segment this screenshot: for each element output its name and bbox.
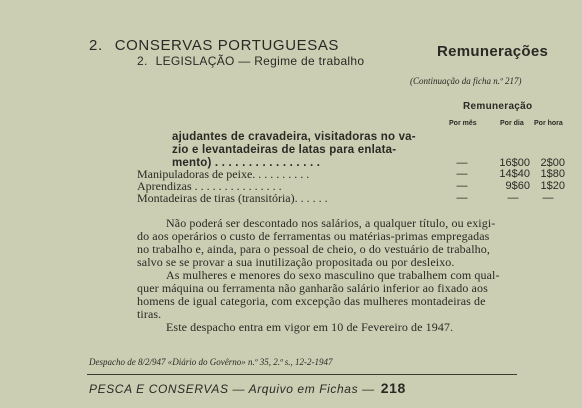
paragraph-line: Este despacho entra em vigor em 10 de Fevereiro de 1947. (166, 320, 454, 334)
subsection-title-text: LEGISLAÇÃO — Regime de trabalho (155, 54, 365, 68)
cell-por-hora: 1$20 (540, 180, 565, 192)
continued-line: zio e levantadeiras de latas para enlata- (172, 144, 397, 156)
cell-por-mes: — (456, 157, 468, 169)
paragraph-line: salvo se se provar a sua inutilização propositada ou por desleixo. (137, 255, 455, 269)
column-header-por-hora: Por hora (534, 120, 563, 127)
cell-por-mes: — (456, 192, 468, 204)
paragraph-line: quer máquina ou ferramenta não ganharão salário inferior ao fixado aos (137, 281, 488, 295)
cell-por-mes: — (456, 180, 468, 192)
paragraph-line: Não poderá ser descontado nos salários, a qualquer título, ou exigi- (166, 216, 496, 230)
paragraph-line: tiras. (137, 307, 162, 321)
footer-divider (87, 374, 517, 375)
remuneracao-column-group: Remuneração (463, 101, 533, 112)
cell-por-mes: — (456, 168, 468, 180)
paragraph-line: homens de igual categoria, com excepção das mulheres montadeiras de (137, 294, 486, 308)
continued-line: ajudantes de cravadeira, visitadoras no va- (172, 131, 416, 143)
table-row-label: Montadeiras de tiras (transitória). . . . . . (137, 191, 328, 205)
footnote-dispatch-reference: Despacho de 8/2/947 «Diário do Govêrno» n.º 35, 2.ª s., 12-2-1947 (89, 357, 333, 367)
column-header-por-dia: Por dia (500, 120, 524, 127)
footer-series: PESCA E CONSERVAS — Arquivo em Fichas — (89, 382, 375, 396)
cell-por-dia: 16$00 (499, 157, 530, 169)
section-title-text: CONSERVAS PORTUGUESAS (114, 37, 340, 54)
section-title (89, 37, 339, 54)
subsection-title (137, 54, 364, 68)
remuneracoes-heading: Remunerações (437, 43, 549, 60)
table-row-label: Aprendizas . . . . . . . . . . . . . . . (137, 179, 282, 193)
footer (89, 380, 406, 396)
cell-por-hora: — (542, 192, 554, 204)
continuation-note: (Continuação da ficha n.º 217) (410, 76, 522, 86)
subsection-number: 2. (137, 54, 148, 68)
cell-por-hora: 2$00 (540, 157, 565, 169)
paragraph-line: do aos operários o custo de ferramentas ou matérias-primas empregadas (137, 229, 490, 243)
card-number: 218 (380, 380, 406, 396)
paragraph-line: As mulheres e menores do sexo masculino que trabalhem com qual- (166, 268, 500, 282)
cell-por-hora: 1$80 (540, 168, 565, 180)
cell-por-dia: 14$40 (499, 168, 530, 180)
column-header-por-mes: Por mês (449, 120, 477, 127)
cell-por-dia: — (507, 192, 519, 204)
cell-por-dia: 9$60 (505, 180, 530, 192)
continued-line: mento) . . . . . . . . . . . . . . . . (172, 157, 321, 169)
paragraph-line: no trabalho e, ainda, para o pessoal de cheio, o do vestuário de trabalho, (137, 242, 490, 256)
table-row-label: Manipuladoras de peixe. . . . . . . . . . (137, 167, 310, 181)
section-number: 2. (89, 37, 103, 54)
